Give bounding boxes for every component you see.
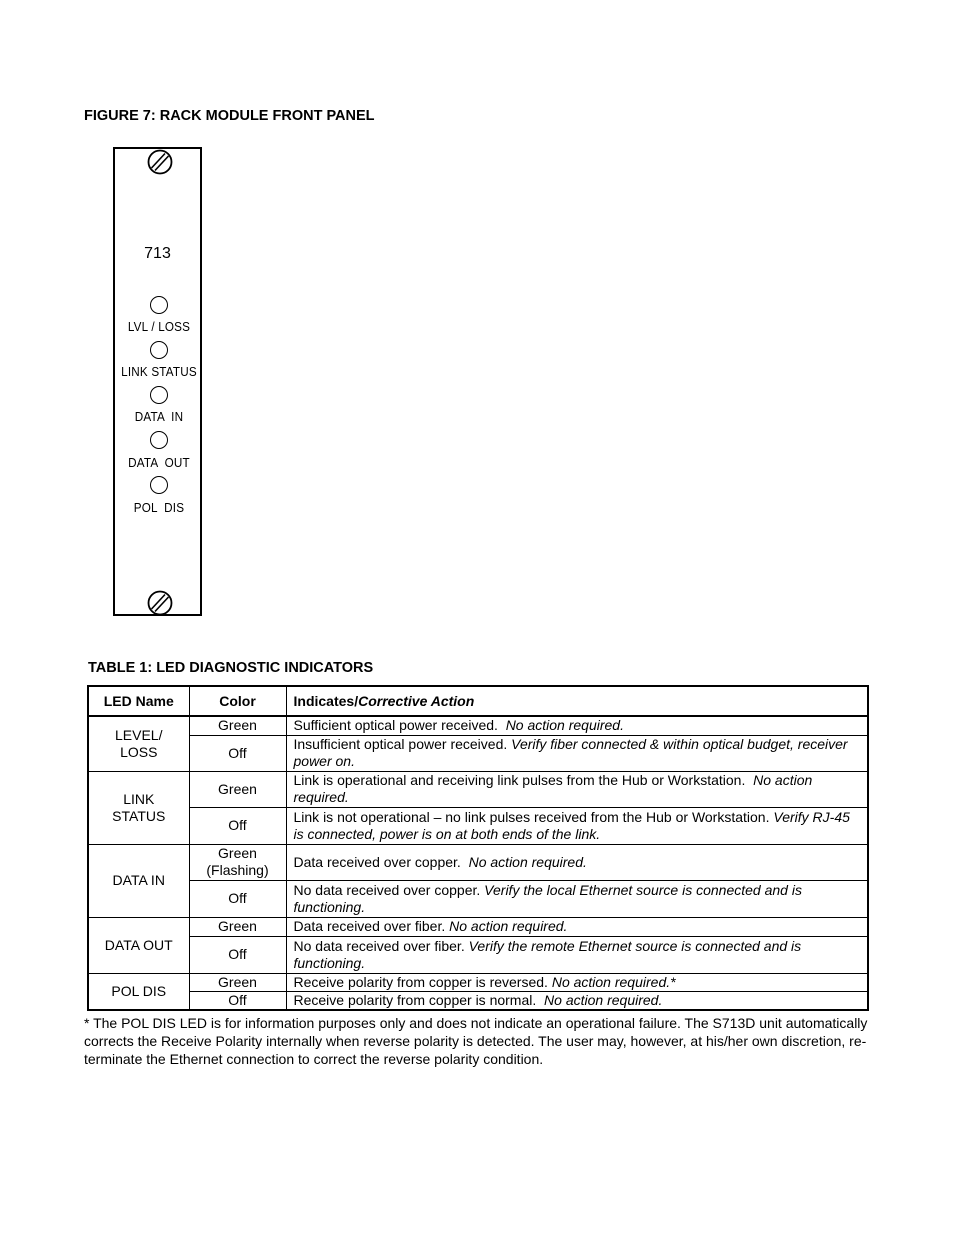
corrective-action-text: Verify RJ-45 is connected, power is on at both ends of the link. <box>293 808 850 842</box>
led-name-cell: DATA IN <box>88 844 189 917</box>
led-name-line: LINK <box>123 790 155 807</box>
top-screw-icon <box>147 149 173 175</box>
header-indicates-label: Indicates/ <box>293 692 359 709</box>
led-label-data-out: DATA OUT <box>128 455 190 470</box>
header-corrective-action-label: Corrective Action <box>358 692 475 709</box>
corrective-action-text: Verify the remote Ethernet source is connected and is functioning. <box>293 937 802 971</box>
color-cell: Green <box>189 917 286 936</box>
description-text: Link is operational and receiving link pulses from the Hub or Workstation. <box>293 772 754 788</box>
corrective-action-text: Verify fiber connected & within optical budget, receiver power on. <box>293 736 848 769</box>
description-text: Link is not operational – no link pulses received from the Hub or Workstation. <box>293 808 774 825</box>
description-cell <box>286 917 868 936</box>
description-text: Insufficient optical power received. <box>293 736 512 752</box>
rack-module-front-panel <box>113 147 202 616</box>
table-row <box>88 880 868 917</box>
led-name-cell <box>88 771 189 844</box>
table-row <box>88 735 868 771</box>
table-title: TABLE 1: LED DIAGNOSTIC INDICATORS <box>88 660 374 676</box>
table-row <box>88 936 868 973</box>
led-name-cell: POL DIS <box>88 973 189 1010</box>
table-row <box>88 716 868 735</box>
led-label-lvl-loss: LVL / LOSS <box>127 319 191 334</box>
table-row <box>88 973 868 991</box>
description-cell <box>286 991 868 1010</box>
description-text: No data received over fiber. <box>293 937 469 954</box>
description-text: Data received over copper. <box>293 853 469 870</box>
led-diagnostic-table <box>87 685 869 1011</box>
color-cell: Green <box>189 716 286 735</box>
description-cell <box>286 735 868 771</box>
description-text: Receive polarity from copper is normal. <box>293 991 545 1008</box>
description-cell <box>286 771 868 807</box>
description-cell <box>286 807 868 844</box>
color-cell <box>189 844 286 880</box>
color-cell: Green <box>189 771 286 807</box>
led-name-cell <box>88 716 189 771</box>
figure-title: FIGURE 7: RACK MODULE FRONT PANEL <box>84 108 375 124</box>
corrective-action-text: No action required. <box>449 918 568 934</box>
color-cell: Green <box>189 973 286 991</box>
color-note: (Flashing) <box>206 862 269 878</box>
led-pol-dis-indicator <box>150 476 168 494</box>
description-cell <box>286 936 868 973</box>
color-cell: Off <box>189 991 286 1010</box>
led-lvl-loss-indicator <box>150 296 168 314</box>
led-data-in-indicator <box>150 386 168 404</box>
description-cell <box>286 880 868 917</box>
led-label-pol-dis: POL DIS <box>133 500 185 515</box>
corrective-action-text: Verify the local Ethernet source is connected and is functioning. <box>293 881 802 915</box>
description-text: No data received over copper. <box>293 881 485 898</box>
model-number: 713 <box>144 245 171 262</box>
description-cell <box>286 844 868 880</box>
color-cell: Off <box>189 735 286 771</box>
description-text: Sufficient optical power received. <box>293 717 506 734</box>
corrective-action-text: No action required.* <box>551 973 676 990</box>
table-row <box>88 991 868 1010</box>
color-cell: Off <box>189 807 286 844</box>
header-color: Color <box>189 686 286 716</box>
color-cell: Off <box>189 880 286 917</box>
led-name-line: LOSS <box>120 743 158 760</box>
table-row <box>88 917 868 936</box>
header-indicates <box>286 686 868 716</box>
description-cell <box>286 973 868 991</box>
corrective-action-text: No action required. <box>544 991 663 1008</box>
led-name-line: STATUS <box>112 807 166 824</box>
corrective-action-text: No action required. <box>293 772 813 805</box>
led-label-link-status: LINK STATUS <box>121 364 197 379</box>
led-name-cell: DATA OUT <box>88 917 189 973</box>
table-footnote: * The POL DIS LED is for information purposes only and does not indicate an operational failure. The S713D unit automatically corrects the Receive Polarity internally when reverse polarity is detected. The user may, however, at his/her own discretion, re-terminate the Ethernet connection to correct the reverse polarity condition. <box>84 1015 868 1067</box>
corrective-action-text: No action required. <box>505 717 624 734</box>
corrective-action-text: No action required. <box>468 853 587 870</box>
description-cell <box>286 716 868 735</box>
led-label-data-in: DATA IN <box>134 409 184 424</box>
led-link-status-indicator <box>150 341 168 359</box>
table-row <box>88 844 868 880</box>
description-text: Data received over fiber. <box>293 918 450 934</box>
table-header-row <box>88 686 868 716</box>
led-data-out-indicator <box>150 431 168 449</box>
bottom-screw-icon <box>147 590 173 616</box>
description-text: Receive polarity from copper is reversed. <box>293 973 552 990</box>
table-row <box>88 807 868 844</box>
color-cell: Off <box>189 936 286 973</box>
color-text: Green <box>218 845 257 861</box>
led-name-line: LEVEL/ <box>115 726 163 743</box>
table-row <box>88 771 868 807</box>
header-led-name: LED Name <box>88 686 189 716</box>
